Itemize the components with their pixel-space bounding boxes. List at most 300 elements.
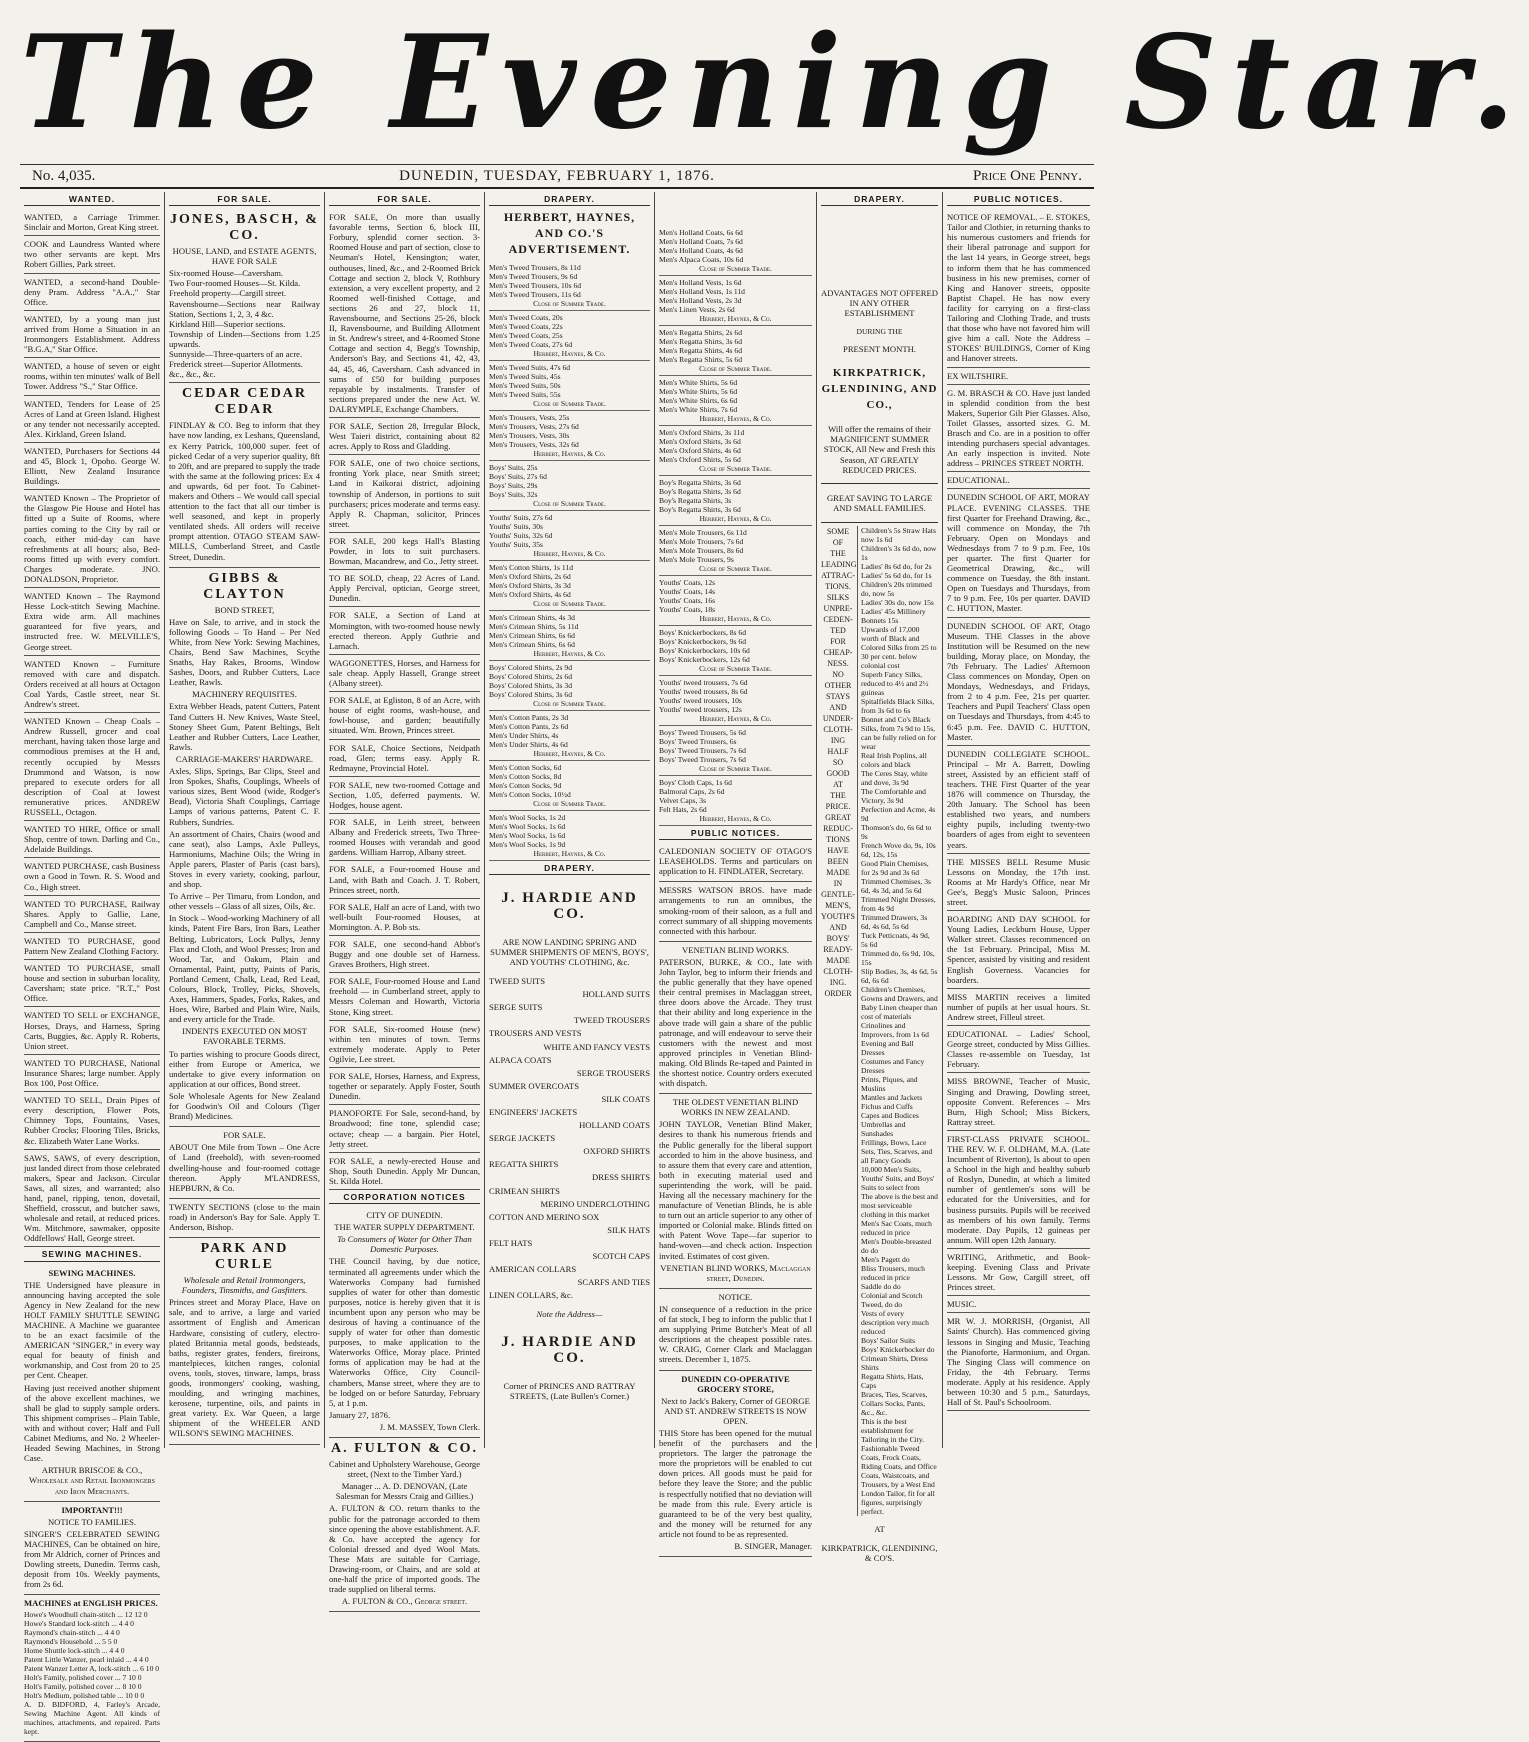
side-label: MADE bbox=[826, 955, 850, 965]
price-line: Men's Holland Coats, 7s 6d bbox=[659, 237, 743, 246]
side-label: BOYS' bbox=[826, 933, 850, 943]
goods-item: REGATTA SHIRTS bbox=[489, 1159, 559, 1170]
reduction-item: Regatta Shirts, Hats, Caps bbox=[861, 1371, 924, 1390]
side-label: OTHER bbox=[824, 680, 852, 690]
price-line: Boys' Suits, 27s 6d bbox=[489, 472, 547, 482]
price-block bbox=[489, 561, 650, 611]
reduction-item: Slip Bodies, 3s, 4s 6d, 5s 6d, 6s 6d bbox=[861, 966, 938, 985]
price-line: Youths' Suits, 32s 6d bbox=[489, 531, 553, 541]
reduction-item: Good Plain Chemises, for 2s 9d and 3s 6d bbox=[861, 858, 929, 877]
cedar-head: CEDAR CEDAR CEDAR bbox=[181, 386, 308, 418]
price-line: Boys' Colored Shirts, 3s 3d bbox=[489, 681, 573, 691]
sewing-sub: SEWING MACHINES. bbox=[48, 1267, 136, 1278]
reduction-item: This is the best establishment for Tailoring in the City. Fashionable Tweed Coats, Frock Coats, Riding Coats, and Office Coats, Waistcoats, and Trousers, by a West End London Tailor, fit for all figures, surprisingly perfect. bbox=[861, 1416, 937, 1516]
classified-ad: WANTED, a Carriage Trimmer. Sinclair and Morton, Great King street. bbox=[24, 209, 160, 236]
reduction-item: Trimmed Chemises, 3s 6d, 4s 3d, and 5s 6d bbox=[861, 876, 931, 895]
price-line: Boys' Suits, 25s bbox=[489, 463, 538, 473]
firm-kirkpatrick: KIRKPATRICK, GLENDINING, AND CO., bbox=[821, 367, 938, 412]
firm-hardie: J. HARDIE AND CO. bbox=[501, 890, 638, 923]
price-line: Men's Oxford Shirts, 3s 6d bbox=[659, 437, 741, 446]
price-block-footer: Close of Summer Trade. bbox=[699, 264, 772, 273]
reduction-item: Thomson's do, 6s 6d to 9s bbox=[861, 822, 932, 841]
side-label: GOOD AT bbox=[826, 768, 850, 789]
listing-item: &c., &c., &c. bbox=[169, 369, 216, 380]
public-notice: MISS MARTIN receives a limited number of pupils at her usual hours. St. Andrew street, Filleul street. bbox=[947, 989, 1090, 1026]
price-block bbox=[489, 411, 650, 461]
price-block-footer: Herbert, Haynes, & Co. bbox=[533, 649, 606, 659]
for-sale-ad: TO BE SOLD, cheap, 22 Acres of Land. Apply Percival, optician, George street, Dunedin. bbox=[329, 570, 480, 607]
price-line: Youths' tweed trousers, 10s bbox=[659, 696, 742, 705]
reduction-item: French Wove do, 9s, 10s 6d, 12s, 15s bbox=[861, 840, 936, 859]
masthead bbox=[20, 8, 1529, 158]
price-line: Men's Oxford Shirts, 2s 6d bbox=[489, 572, 571, 582]
reduction-item: Spitalfields Black Silks, from 3s 6d to 6s bbox=[861, 696, 935, 715]
public-notice: DUNEDIN SCHOOL OF ART, Otago Museum. THE Classes in the above Institution will be Resumed on the new building, Moray place, on Monday, the 7th February. The Ladies' Afternoon Class commences on Monday, Open on Mondays, Wednesdays, and Fridays, from 2 to 4 p.m. Fee, 21s per quarter. Teachers and Pupil Teachers' Class open on Tuesdays and Thursdays, from 4:45 to 6:45 p.m. Fee. DAVID C. HUTTON, Master. bbox=[947, 618, 1090, 746]
park-sub: Wholesale and Retail Ironmongers, Founders, Tinsmiths, and Gasfitters. bbox=[181, 1275, 308, 1296]
section-head-wanted: WANTED. bbox=[24, 194, 160, 206]
reduction-item: The above is the best and most serviceable clothing in this market bbox=[861, 1191, 938, 1219]
reduction-item: Children's 20s trimmed do, now 5s bbox=[861, 579, 932, 598]
price-block bbox=[489, 611, 650, 661]
newspaper-title: The Evening Star. bbox=[20, 8, 1529, 158]
singer-body: SINGER'S CELEBRATED SEWING MACHINES, Can be obtained on hire, from Mr Aldrich, corner of Princes and Dowling streets, Dunedin. Terms cash, deposit from 10s. Weekly payments, from 2s 6d. bbox=[24, 1528, 160, 1590]
agents-body: Sole Wholesale Agents for New Zealand for Goodwin's Oil and Colours (Tiger Brand) Medicines. bbox=[169, 1090, 320, 1122]
oldest-head: THE OLDEST VENETIAN BLIND WORKS IN NEW ZEALAND. bbox=[672, 1097, 799, 1118]
goods-item: TROUSERS AND VESTS bbox=[489, 1028, 582, 1039]
reduction-item: Frillings, Bows, Lace Sets, Ties, Scarves, and all Fancy Goods bbox=[861, 1137, 933, 1165]
price-line: Men's Mole Trousers, 7s 6d bbox=[659, 537, 744, 546]
price-block-footer: Herbert, Haynes, & Co. bbox=[699, 514, 772, 523]
price-line: Men's Tweed Coats, 25s bbox=[489, 331, 563, 341]
classified-ad: WANTED, a house of seven or eight rooms, within ten minutes' walk of Bell Tower. Address "S.," Star Office. bbox=[24, 358, 160, 395]
price-block-footer: Close of Summer Trade. bbox=[699, 664, 772, 673]
venetian2: VENETIAN BLIND WORKS, Maclaggan street, Dunedin. bbox=[660, 1262, 811, 1283]
price-line: Men's Under Shirts, 4s bbox=[489, 731, 559, 741]
for-sale-ad: FOR SALE, new two-roomed Cottage and Section, 1.05, deferred payments. W. Hodges, house agent. bbox=[329, 777, 480, 814]
price-block bbox=[659, 226, 812, 276]
public-notice: THE MISSES BELL Resume Music Lessons on Monday, the 17th inst. Rooms at Mr Hardy's Office, near Mr Gee's, Begg's Music Saloon, Princes street. bbox=[947, 854, 1090, 911]
coop-sub: Next to Jack's Bakery, Corner of GEORGE AND ST. ANDREW STREETS IS NOW OPEN. bbox=[661, 1395, 810, 1426]
sewing-body2: Having just received another shipment of the above excellent machines, we shall be glad to supply sample orders. This shipment comprises – Plain Table, with and without cover; Half and Full Cabinet Mediums, and No. 2 Wheeler-Headed Sewing Machines, in Strong Case. bbox=[24, 1382, 160, 1464]
classified-ad: WANTED TO HIRE, Office or small Shop, centre of town. Darling and Co., Adelaide Buildings. bbox=[24, 821, 160, 858]
reduction-item: 10,000 Men's Suits, Youths' Suits, and Boys' Suits to select from bbox=[861, 1164, 935, 1192]
reduction-item: Evening and Ball Dresses bbox=[861, 1038, 914, 1057]
public-notice: EDUCATIONAL – Ladies' School, George street, conducted by Miss Gillies. Classes re-assemble on Tuesday, 1st February. bbox=[947, 1026, 1090, 1073]
hardie-sub: ARE NOW LANDING SPRING AND SUMMER SHIPMENTS OF MEN'S, BOYS', AND YOUTHS' CLOTHING, &c. bbox=[490, 937, 649, 968]
price-line: Men's Tweed Trousers, 11s 6d bbox=[489, 290, 581, 300]
classified-ad: WANTED Known – The Proprietor of the Glasgow Pie House and Hotel has fitted up a Suite of Rooms, where parties coming to the City by rail or coach, either mid-day can have refreshments at all hours; also, Bed-rooms fitted up with every comfort. Charges moderate. JNO. DONALDSON, Proprietor. bbox=[24, 490, 160, 588]
price-line: Men's Holland Coats, 6s 6d bbox=[659, 228, 743, 237]
public-notice: MUSIC. bbox=[947, 1296, 1090, 1313]
reduction-item: Superb Fancy Silks, reduced to 4½ and 2½ guineas bbox=[861, 669, 929, 697]
price-block-footer: Close of Summer Trade. bbox=[699, 764, 772, 773]
price-line: Men's Tweed Trousers, 10s 6d bbox=[489, 281, 582, 291]
price-line: Men's Oxford Shirts, 5s 6d bbox=[659, 455, 741, 464]
section-head-public-notices-2: PUBLIC NOTICES. bbox=[947, 194, 1090, 206]
reduction-item: Ladies' 5s 6d do, for 1s bbox=[861, 570, 932, 580]
for-sale-ad: FOR SALE, one second-hand Abbot's Buggy and one double set of Harness. Graves Brothers, High street. bbox=[329, 936, 480, 973]
price-block-footer: Herbert, Haynes, & Co. bbox=[533, 449, 606, 459]
price-block-footer: Close of Summer Trade. bbox=[533, 599, 606, 609]
price-block bbox=[489, 761, 650, 811]
price-line: Men's Wool Socks, 1s 9d bbox=[489, 840, 566, 850]
goods-item: HOLLAND SUITS bbox=[582, 989, 650, 1000]
listing-item: Two Four-roomed Houses—St. Kilda. bbox=[169, 278, 301, 289]
price-block bbox=[489, 661, 650, 711]
reduction-item: The Comfortable and Victory, 3s 9d bbox=[861, 786, 926, 805]
herbert-price-list bbox=[489, 261, 650, 861]
side-label: MADE bbox=[826, 867, 850, 877]
price-block bbox=[489, 311, 650, 361]
notice-families: NOTICE TO FAMILIES. bbox=[47, 1516, 137, 1527]
price-line: Men's Tweed Coats, 22s bbox=[489, 322, 563, 332]
price-block-footer: Herbert, Haynes, & Co. bbox=[699, 714, 772, 723]
for-sale-ad: FOR SALE, Half an acre of Land, with two well-built Four-roomed Houses, at Mornington. A. P. Bob sts. bbox=[329, 899, 480, 936]
firm-hardie-2: J. HARDIE AND CO. bbox=[501, 1334, 638, 1367]
section-head-sewing: SEWING MACHINES. bbox=[24, 1249, 160, 1261]
price-block bbox=[489, 511, 650, 561]
reduction-item: Umbrellas and Sunshades bbox=[861, 1119, 906, 1138]
fulton-head: A. FULTON & CO. bbox=[330, 1441, 479, 1457]
price-line: Men's Cotton Socks, 8d bbox=[489, 772, 562, 782]
public-notice: MISS BROWNE, Teacher of Music, Singing and Drawing, Dowling street, opposite Convent. References – Mrs Burn, High School; Miss Bickers, Rattray street. bbox=[947, 1073, 1090, 1130]
at: AT bbox=[874, 1524, 885, 1535]
classified-ad: WANTED PURCHASE, cash Business own a Good in Town. R. S. Wood and Co., High street. bbox=[24, 858, 160, 895]
side-label: THE bbox=[830, 548, 846, 558]
side-label: HALF bbox=[827, 746, 849, 756]
price-line: Youths' Suits, 35s bbox=[489, 540, 543, 550]
dateline bbox=[20, 164, 1094, 189]
price-line: Men's Regatta Shirts, 3s 6d bbox=[659, 337, 742, 346]
reduction-item: Perfection and Acme, 4s 9d bbox=[861, 804, 936, 823]
section-head-drapery-3: DRAPERY. bbox=[821, 194, 938, 206]
listings bbox=[169, 268, 320, 379]
goods-item: FELT HATS bbox=[489, 1237, 533, 1248]
venetian-body: PATERSON, BURKE, & CO., late with John Taylor, beg to inform their friends and the public generally that they have opened their central premises in Maclaggan street, three doors above the Arcade. They trust that their ability and long experience in the above trade will gain a share of the public patronage, and will endeavour to serve their customers with the newest and most approved principles in Venetian Blind-making. Old Blinds Re-taped and Painted in the shortest notice. Country orders executed with dispatch. bbox=[659, 956, 812, 1089]
column-drapery-kirkpatrick bbox=[817, 192, 943, 1564]
price-line: Youths' Coats, 16s bbox=[659, 596, 716, 605]
price-line: Men's Cotton Socks, 9d bbox=[489, 781, 562, 791]
price-block-footer: Herbert, Haynes, & Co. bbox=[699, 814, 772, 823]
twenty-body: TWENTY SECTIONS (close to the main road) in Anderson's Bay for Sale. Apply T. Anderson, Bishop. bbox=[169, 1201, 320, 1232]
goods-item: CRIMEAN SHIRTS bbox=[489, 1185, 560, 1196]
price-line: Boys' Knickerbockers, 10s 6d bbox=[659, 646, 750, 655]
price-block-footer: Herbert, Haynes, & Co. bbox=[699, 614, 772, 623]
price-block-footer: Close of Summer Trade. bbox=[533, 299, 606, 309]
classified-ad: WANTED TO PURCHASE, National Insurance Shares; large number. Apply Box 100, Post Office. bbox=[24, 1055, 160, 1092]
reduction-item: Upwards of 17,000 worth of Black and Colored Silks from 25 to 30 per cent. below colonial cost bbox=[861, 624, 937, 670]
classified-ad: WANTED Known – Furniture removed with care and dispatch. Orders received at all hours at Octagon Coal Yards, Castle street, near St. Andrew's street. bbox=[24, 656, 160, 713]
reduction-item: The Ceres Stay, white and dove, 3s 9d bbox=[861, 768, 928, 787]
price-line: Men's Cotton Socks, 6d bbox=[489, 763, 562, 773]
listing-item: Kirkland Hill—Superior sections. bbox=[169, 318, 286, 329]
price-line: Boys' Tweed Trousers, 6s bbox=[659, 737, 737, 746]
price-block bbox=[489, 261, 650, 311]
public-notice: WRITING, Arithmetic, and Book-keeping. Evening Class and Private Lessons. Mr Gow, Cargill street, off Princes street. bbox=[947, 1249, 1090, 1296]
price-block bbox=[659, 376, 812, 426]
spacer bbox=[821, 209, 938, 279]
public-notice-ads bbox=[947, 209, 1090, 1411]
watson-body: MESSRS WATSON BROS. have made arrangements to run an omnibus, the smoking-room of their saloon, as a full and correct summary of all shipping movements connected with this harbour. bbox=[659, 885, 812, 936]
price-line: Men's Trousers, Vests, 25s bbox=[489, 413, 570, 423]
classified-ad: COOK and Laundress Wanted where two other servants are kept. Mrs Robert Gillies, Park street. bbox=[24, 236, 160, 273]
price-line: Boys' Cloth Caps, 1s 6d bbox=[659, 778, 732, 787]
machine-price-row: Patent Wanzer Letter A, lock-stitch ... 6 10 0 bbox=[24, 1664, 160, 1674]
machines-list bbox=[24, 1610, 160, 1700]
side-label: MEN'S, bbox=[825, 900, 851, 910]
instock-body: In Stock – Wood-working Machinery of all kinds, Patent Fire Bars, Iron Bars, Leather Belting, Lubricators, Lock Pullys, Jenny Flax and Cloth, and Wool Presses; Iron and Wood, Tar, and Oakum, Plain and Ornamental, Paint, putty, Paints of Paris, Portland Cement, Chalk, Lead, Red Lead, Colours, Block, Trolley, Picks, Shovels, Axes, Hammers, Spades, Forks, Rakes, and Hoes, Wire, Barbed and Plain Wire, Nails, and every article for the Trade. bbox=[169, 913, 320, 1025]
notice-body: IN consequence of a reduction in the price of fat stock, I beg to inform the public that I am supplying Prime Butcher's Meat of all descriptions at the cheapest possible rates. W. CRAIG, Corner Clark and Maclaggan streets. December 1, 1875. bbox=[659, 1303, 812, 1365]
reduction-item: Braces, Ties, Scarves, Collars Socks, Pants, &c., &c. bbox=[861, 1389, 928, 1417]
goods-item: TWEED TROUSERS bbox=[574, 1015, 650, 1026]
park-head: PARK AND CURLE bbox=[200, 1241, 289, 1273]
for-sale-ad: FOR SALE, at Egliston, 8 of an Acre, with house of eight rooms, wash-house, and fowl-house, and garden; beautifully situated. Wm. Brown, Princes street. bbox=[329, 692, 480, 739]
price-block-footer: Herbert, Haynes, & Co. bbox=[533, 349, 606, 359]
goods-item: TWEED SUITS bbox=[489, 976, 546, 987]
price-line: Men's Mole Trousers, 6s 11d bbox=[659, 528, 747, 537]
price-line: Men's White Shirts, 6s 6d bbox=[659, 396, 738, 405]
machine-price-row: Patent Little Wanzer, pearl inlaid ... 4 4 0 bbox=[24, 1655, 149, 1665]
firm-sub: HOUSE, LAND, and ESTATE AGENTS, HAVE FOR SALE bbox=[172, 246, 317, 267]
reduction-item: Ladies' 45s Millinery Bonnets 15s bbox=[861, 606, 926, 625]
section-head-drapery: DRAPERY. bbox=[489, 194, 650, 206]
side-label: THE bbox=[830, 790, 846, 800]
column-for-sale-1 bbox=[165, 192, 325, 1448]
public-notice: NOTICE OF REMOVAL. – E. STOKES, Tailor and Clothier, in returning thanks to his numerous customers and friends for their liberal patronage and support for the last 14 years, in George street, begs to inform them that he has commenced business in his new premises, corner of King and Hanover streets, opposite Baptist Chapel. He has now every facility for carrying on a first-class Tailoring and Clothing Trade, and trusts that those who have not favored him will give him a call. Note the Address – STOKES' BUILDINGS, Corner of King and Hanover streets. bbox=[947, 209, 1090, 367]
classified-ad: WANTED, a second-hand Double-deny Pram. Address "A.A.," Star Office. bbox=[24, 274, 160, 311]
price-line: Boys' Tweed Trousers, 7s 6d bbox=[659, 746, 746, 755]
reduction-item: Men's Pagett do bbox=[861, 1254, 910, 1264]
price-block bbox=[659, 426, 812, 476]
price-block-footer: Close of Summer Trade. bbox=[533, 699, 606, 709]
price-line: Men's Oxford Shirts, 4s 6d bbox=[659, 446, 741, 455]
reduction-item: Trimmed do, 6s 9d, 10s, 15s bbox=[861, 948, 935, 967]
corp-signature: J. M. MASSEY, Town Clerk. bbox=[379, 1421, 480, 1432]
section-head-for-sale: FOR SALE. bbox=[169, 194, 320, 206]
for-sale-ad: FOR SALE, Section 28, Irregular Block, West Taieri district, containing about 82 acres. Apply to Ross and Gladding. bbox=[329, 418, 480, 455]
price-line: Men's White Shirts, 5s 6d bbox=[659, 378, 738, 387]
price-line: Youths' tweed trousers, 7s 6d bbox=[659, 678, 748, 687]
corp-to: To Consumers of Water for Other Than Domestic Purposes. bbox=[337, 1234, 472, 1255]
reduction-item: Trimmed Drawers, 3s 6d, 4s 6d, 5s 6d bbox=[861, 912, 928, 931]
price-block bbox=[659, 626, 812, 676]
machine-price-row: Holt's Family, polished cover ... 8 10 0 bbox=[24, 1682, 142, 1692]
goods-item: SERGE TROUSERS bbox=[576, 1067, 650, 1078]
reduction-item: Trimmed Night Dresses, from 4s 9d bbox=[861, 894, 936, 913]
side-label: ORDER bbox=[824, 988, 852, 998]
reduction-item: Ladies' 30s do, now 15s bbox=[861, 597, 934, 607]
price-block-footer: Herbert, Haynes, & Co. bbox=[699, 314, 772, 323]
goods-item: DRESS SHIRTS bbox=[592, 1172, 650, 1183]
price-line: Balmoral Caps, 2s 6d bbox=[659, 787, 725, 796]
public-notice: BOARDING AND DAY SCHOOL for Young Ladies, Leckburn House, Upper Walker street. Classes recommenced on the 1st February. Principal, Miss M. Spencer, assisted by visiting and resident English Governess. Vacancies for boarders. bbox=[947, 911, 1090, 989]
price-line: Men's Holland Coats, 4s 6d bbox=[659, 246, 743, 255]
indents-head: INDENTS EXECUTED ON MOST FAVORABLE TERMS. bbox=[182, 1026, 307, 1047]
price-block bbox=[489, 711, 650, 761]
listing-item: Sunnyside—Three-quarters of an acre. bbox=[169, 349, 303, 360]
reduction-item: Men's Double-breasted do do bbox=[861, 1236, 932, 1255]
machine-price-row: Holt's Family, polished cover ... 7 10 0 bbox=[24, 1673, 142, 1683]
side-label: GENTLE- bbox=[821, 889, 855, 899]
carriage-head: CARRIAGE-MAKERS' HARDWARE. bbox=[175, 753, 314, 764]
price-block-footer: Close of Summer Trade. bbox=[533, 399, 606, 409]
price-block-footer: Close of Summer Trade. bbox=[699, 364, 772, 373]
price: Price One Penny. bbox=[972, 168, 1082, 184]
price-line: Youths' Coats, 12s bbox=[659, 578, 716, 587]
price-line: Youths' Suits, 30s bbox=[489, 522, 543, 532]
price-line: Men's Crimean Shirts, 6s 6d bbox=[489, 631, 575, 641]
coop-head: DUNEDIN CO-OPERATIVE GROCERY STORE, bbox=[681, 1373, 790, 1394]
price-line: Men's Holland Vests, 1s 6d bbox=[659, 278, 742, 287]
price-line: Youths' Coats, 14s bbox=[659, 587, 716, 596]
for-sale-ad: PIANOFORTE For Sale, second-hand, by Broadwood; fine tone, splendid case; octave; cheap — a bargain. Pier Hotel, Jetty street. bbox=[329, 1105, 480, 1152]
price-line: Boys' Knickerbockers, 9s 6d bbox=[659, 637, 746, 646]
goods-item: COTTON AND MERINO SOX bbox=[489, 1211, 600, 1222]
hardie-goods bbox=[489, 976, 650, 1300]
indents-body: To parties wishing to procure Goods direct, either from Europe or America, we undertake to give every information on application at our offices, Bond street. bbox=[169, 1048, 320, 1089]
coop-signature: B. SINGER, Manager. bbox=[734, 1541, 812, 1551]
reduction-item: Saddle do do bbox=[861, 1281, 901, 1291]
price-line: Men's Regatta Shirts, 4s 6d bbox=[659, 346, 742, 355]
machinery-head: MACHINERY REQUISITES. bbox=[192, 689, 297, 700]
side-label: IN bbox=[833, 878, 843, 888]
gibbs-sub: BOND STREET, bbox=[214, 604, 275, 615]
price-line: Boy's Regatta Shirts, 3s 6d bbox=[659, 478, 741, 487]
machine-price-row: Holt's Medium, polished table ... 10 0 0 bbox=[24, 1691, 145, 1701]
corp-sub: CITY OF DUNEDIN. bbox=[366, 1210, 443, 1221]
arrive-body: To Arrive – Per Timaru, from London, and other vessels – Glass of all sizes, Oils, &c. bbox=[169, 891, 320, 912]
reduction-item: Fichus and Cuffs bbox=[861, 1101, 913, 1111]
goods-item: ENGINEERS' JACKETS bbox=[489, 1107, 578, 1117]
firm-herbert-haynes: HERBERT, HAYNES, AND CO.'S ADVERTISEMENT. bbox=[503, 210, 636, 257]
issue-number: No. 4,035. bbox=[32, 168, 96, 184]
price-block-footer: Close of Summer Trade. bbox=[533, 799, 606, 809]
goods-item: SCARFS AND TIES bbox=[577, 1277, 650, 1288]
public-notice: DUNEDIN COLLEGIATE SCHOOL. Principal – Mr A. Barrett, Dowling street, Assisted by an efficient staff of teachers. THE First Quarter of the year 1876 will commence on Thursday, the 20th January. The School has been established two years, and numbers eighty pupils, including twenty-two boarders of ages from eight to seventeen years. bbox=[947, 746, 1090, 854]
price-line: Men's Cotton Socks, 10½d bbox=[489, 790, 571, 800]
column-for-sale-2 bbox=[325, 192, 485, 1607]
carriage-body: Axles, Slips, Springs, Bar Clips, Steel and Iron Spokes, Shafts, Couplings, Wheels of various sizes, Bent Wood (wide, Rodger's Bead), Victoria Shaft Couplings, Carriage Lamps of various patterns, Patent C. F. Rubbers, Sundries. bbox=[169, 766, 320, 827]
price-line: Men's Trousers, Vests, 27s 6d bbox=[489, 422, 579, 432]
during: DURING THE bbox=[856, 326, 903, 336]
price-line: Men's Tweed Suits, 55s bbox=[489, 390, 561, 400]
for-sale-ads bbox=[329, 209, 480, 1190]
price-line: Boy's Regatta Shirts, 3s 6d bbox=[659, 487, 741, 496]
side-label: TED bbox=[830, 625, 846, 635]
side-label: FOR bbox=[830, 636, 846, 646]
section-head-for-sale-2: FOR SALE. bbox=[329, 194, 480, 206]
classified-ad: WANTED, by a young man just arrived from Home a Situation in an Ironmongers Establishment. Address "B.G.A," Star Office. bbox=[24, 311, 160, 358]
side-label: HAVE bbox=[827, 845, 849, 855]
kirkpatrick-signature: KIRKPATRICK, GLENDINING, & CO'S. bbox=[821, 1542, 938, 1564]
columns bbox=[20, 192, 1094, 1737]
for-sale-ad: FOR SALE, in Leith street, between Albany and Frederick streets, Two Three-roomed Houses with verandah and good gardens. William Harrop, Albany street. bbox=[329, 814, 480, 861]
price-line: Men's Regatta Shirts, 2s 6d bbox=[659, 328, 742, 337]
fulton-manager: Manager ... A. D. DENOVAN, (Late Salesman for Messrs Craig and Gillies.) bbox=[335, 1481, 474, 1502]
classified-ad: WANTED TO SELL, Drain Pipes of every description, Flower Pots, Chimney Tops, Fountains, Vases, Rubber Crocks; Flooring Tiles, Bricks, &c. Elizabeth Water Lane Works. bbox=[24, 1092, 160, 1149]
side-label: YOUTH'S bbox=[821, 911, 855, 921]
classified-ad: SAWS, SAWS, of every description, just landed direct from those celebrated makers, Spear and Jackson. Circular Saws, all sizes, and warranted; also hand, panel, ripping, tenon, dovetail, Sheffield, crosscut, and butcher saws, wholesale and retail, at reduced prices. Wm. Mitchmore, sawmaker, opposite Oddfellows' Hall, George street. bbox=[24, 1150, 160, 1248]
price-block-footer: Close of Summer Trade. bbox=[699, 464, 772, 473]
side-label: UNPRE- bbox=[823, 603, 853, 613]
reduction-item: Vests of every description very much reduced bbox=[861, 1308, 929, 1336]
for-sale-ad: FOR SALE, a newly-erected House and Shop, South Dunedin. Apply Mr Duncan, St. Kilda Hotel. bbox=[329, 1153, 480, 1190]
about-body: ABOUT One Mile from Town – One Acre of Land (freehold), with seven-roomed dwelling-house and four-roomed cottage thereon. Apply M'LANDRESS, HEPBURN, & Co. bbox=[169, 1142, 320, 1193]
goods-item: SILK COATS bbox=[601, 1093, 650, 1104]
price-line: Men's Cotton Pants, 2s 3d bbox=[489, 713, 569, 723]
for-sale-ad: FOR SALE, Four-roomed House and Land freehold — in Cumberland street, apply to Messrs Coleman and Howarth, Victoria Stone, King street. bbox=[329, 973, 480, 1020]
reduction-item: Crinolines and Improvers, from 1s 6d bbox=[861, 1020, 929, 1039]
side-label: AND bbox=[829, 922, 847, 932]
classified-ad: WANTED TO SELL or EXCHANGE, Horses, Drays, and Harness, Spring Carts, Buggies, &c. Apply R. Roberts, Union street. bbox=[24, 1007, 160, 1054]
chairs-body: An assortment of Chairs, Chairs (wood and cane seat), also Lamps, Axle Pulleys, Harmoniums, Machine Oils; the Wring in Apple parers, Plaster of Paris (cast bars), Stoves in every variety, cooking, parlour, and shop. bbox=[169, 828, 320, 890]
goods-item: SERGE JACKETS bbox=[489, 1133, 556, 1144]
price-line: Men's Oxford Shirts, 4s 6d bbox=[489, 590, 571, 600]
notice-head: NOTICE. bbox=[718, 1291, 753, 1302]
price-line: Men's Tweed Trousers, 8s 11d bbox=[489, 263, 581, 273]
machinery-body: Extra Webber Heads, patent Cutters, Patent Tand Cutters H. New Knives, Waste Steel, Stoney Sheet Gum, Patent Beltings, Belt Leather and Rubber Cutters, Lace Leather, Rawls. bbox=[169, 701, 320, 752]
reduction-item: Bliss Trousers, much reduced in price bbox=[861, 1263, 925, 1282]
side-label: UNDER- bbox=[822, 713, 854, 723]
price-block-footer: Herbert, Haynes, & Co. bbox=[533, 549, 606, 559]
listing-item: Township of Linden—Sections from 1.25 upwards. bbox=[169, 328, 320, 349]
corp-dept: THE WATER SUPPLY DEPARTMENT. bbox=[334, 1222, 475, 1233]
saving: GREAT SAVING TO LARGE AND SMALL FAMILIES. bbox=[826, 492, 933, 513]
public-notice: EX WILTSHIRE. bbox=[947, 368, 1090, 385]
venetian-head: VENETIAN BLIND WORKS. bbox=[681, 944, 789, 955]
machine-price-row: Home Shuttle lock-stitch ... 4 4 0 bbox=[24, 1646, 125, 1656]
price-block bbox=[659, 476, 812, 526]
for-sale-ad: FOR SALE, On more than usually favorable terms, Section 6, block III, Forbury, splendid corner section. 3-Roomed House and part of section, close to Neuman's Hotel, Kensington; water, outhouses, lined, &c., and 2-Roomed Brick Cottage and section 2, block V, Rothbury extension, a very excellent property, and 2 Roomed well-finished Cottage, and sections 26 and 27, block 11, Ravensbourne, and Sections 25-26, block II, Ravensbourne, and Building Allotment in St. Andrew's street, and 4-Roomed Stone Cottage and section 4, Begg's Township, Anderson's Bay, and Sections 41, 42, 43, 44, 45, 46, Caversham. Cash advanced in sums of £50 for building purposes repayable by instalments. Transfer of sections prepared under the new Act. W. DALRYMPLE, Exchange Chambers. bbox=[329, 209, 480, 418]
side-label: READY- bbox=[823, 944, 853, 954]
price-line: Men's Tweed Suits, 47s 6d bbox=[489, 363, 571, 373]
public-notice: DUNEDIN SCHOOL OF ART, MORAY PLACE. EVENING CLASSES. THE first Quarter for Freehand Drawing, &c., will commence on Monday, the 7th February. Open on Mondays and Wednesdays from 7 to 9 p.m. Fee, 10s per quarter. The first Quarter for Geometrical Drawing, &c., will commence on Tuesday, the 8th instant. Open on Tuesdays and Thursdays, from 7 to 9 p.m. Fee, 10s per quarter. DAVID C. HUTTON, Master. bbox=[947, 489, 1090, 617]
column-drapery-2 bbox=[655, 192, 817, 1551]
column-wanted bbox=[20, 192, 165, 1737]
price-line: Men's Wool Socks, 1s 6d bbox=[489, 822, 566, 832]
for-sale-ad: FOR SALE, Horses, Harness, and Express, together or separately. Apply Foster, South Dunedin. bbox=[329, 1068, 480, 1105]
oldest-body: JOHN TAYLOR, Venetian Blind Maker, desires to thank his numerous friends and the Public generally for the liberal support accorded to him in the above business, and to assure them that every care and attention, both in executing material used and superintending the work, will be paid. Having all the necessary machinery for the manufacture of Venetian Blinds, he is able to turn out an article superior to any other of imported or Colonial make. Blinds fitted on with Patent Wove Tape—far superior to hand-woven—and check action. Inspection invited. Estimates of cost given. bbox=[659, 1119, 812, 1261]
corp-date: January 27, 1876. bbox=[329, 1409, 391, 1420]
price-line: Boys' Knickerbockers, 8s 6d bbox=[659, 628, 746, 637]
fulton-body: A. FULTON & CO. return thanks to the public for the patronage accorded to them since opening the above establishment. A.F. & Co. have accepted the agency for Colonial dressed and dyed Wool Mats. These Mats are suitable for Carriage, Drawing-room, or Chairs, and are sold at one-half the price of imported goods. The trade supplied on liberal terms. bbox=[329, 1503, 480, 1595]
classified-ad: WANTED, Purchasers for Sections 44 and 45, Block 1, Opoho. George W. Elliott, New Zealand Insurance Buildings. bbox=[24, 443, 160, 490]
price-block bbox=[659, 776, 812, 826]
advantages: ADVANTAGES NOT OFFERED IN ANY OTHER ESTABLISHMENT bbox=[821, 287, 938, 318]
goods-item: SERGE SUITS bbox=[489, 1002, 543, 1013]
classified-ad: WANTED TO PURCHASE, small house and section in suburban locality, Caversham; state price. "R.T.," Post Office. bbox=[24, 960, 160, 1007]
listing-item: Frederick street—Superior Allotments. bbox=[169, 359, 303, 370]
machines-signature: A. D. BIDFORD, 4, Farley's Arcade, Sewing Machine Agent. All kinds of machines, attachments, and repaired. Parts kept. bbox=[24, 1700, 160, 1737]
issue-date: DUNEDIN, TUESDAY, FEBRUARY 1, 1876. bbox=[399, 168, 715, 184]
reduction-item: Ladies' 8s 6d do, for 2s bbox=[861, 561, 932, 571]
price-block-footer: Herbert, Haynes, & Co. bbox=[699, 414, 772, 423]
price-line: Men's Crimean Shirts, 6s 6d bbox=[489, 640, 575, 650]
reduction-item: Prints, Piques, and Muslins bbox=[861, 1074, 918, 1093]
spacer bbox=[659, 192, 812, 226]
price-line: Men's White Shirts, 5s 6d bbox=[659, 387, 738, 396]
forsale2-head: FOR SALE. bbox=[223, 1130, 266, 1141]
side-label: REDUC- bbox=[823, 823, 853, 833]
firm-jones-basch: JONES, BASCH, & CO. bbox=[169, 212, 320, 244]
price-line: Men's Tweed Coats, 27s 6d bbox=[489, 340, 573, 350]
side-label: BEEN bbox=[827, 856, 849, 866]
coop-body: THIS Store has been opened for the mutual benefit of the purchasers and the proprietors. The larger the patronage the more the proprietors will be enabled to cut down prices. All goods must be paid for before they leave the Store; and the public is respectfully notified that no deviation will be made from this rule. Every article is guaranteed to be of the very best quality, and the money will be returned for any article not found to be as represented. bbox=[659, 1427, 812, 1539]
price-line: Men's White Shirts, 7s 6d bbox=[659, 405, 738, 414]
classified-ad: WANTED TO PURCHASE, Railway Shares. Apply to Gallie, Lane, Campbell and Co., Manse street. bbox=[24, 896, 160, 933]
price-block-footer: Herbert, Haynes, & Co. bbox=[533, 749, 606, 759]
classified-ad: WANTED Known – The Raymond Hesse Lock-stitch Sewing Machine. Extra wide arm. All machines guaranteed for five years, and instructed free. W. MELVILLE'S, George street. bbox=[24, 588, 160, 656]
